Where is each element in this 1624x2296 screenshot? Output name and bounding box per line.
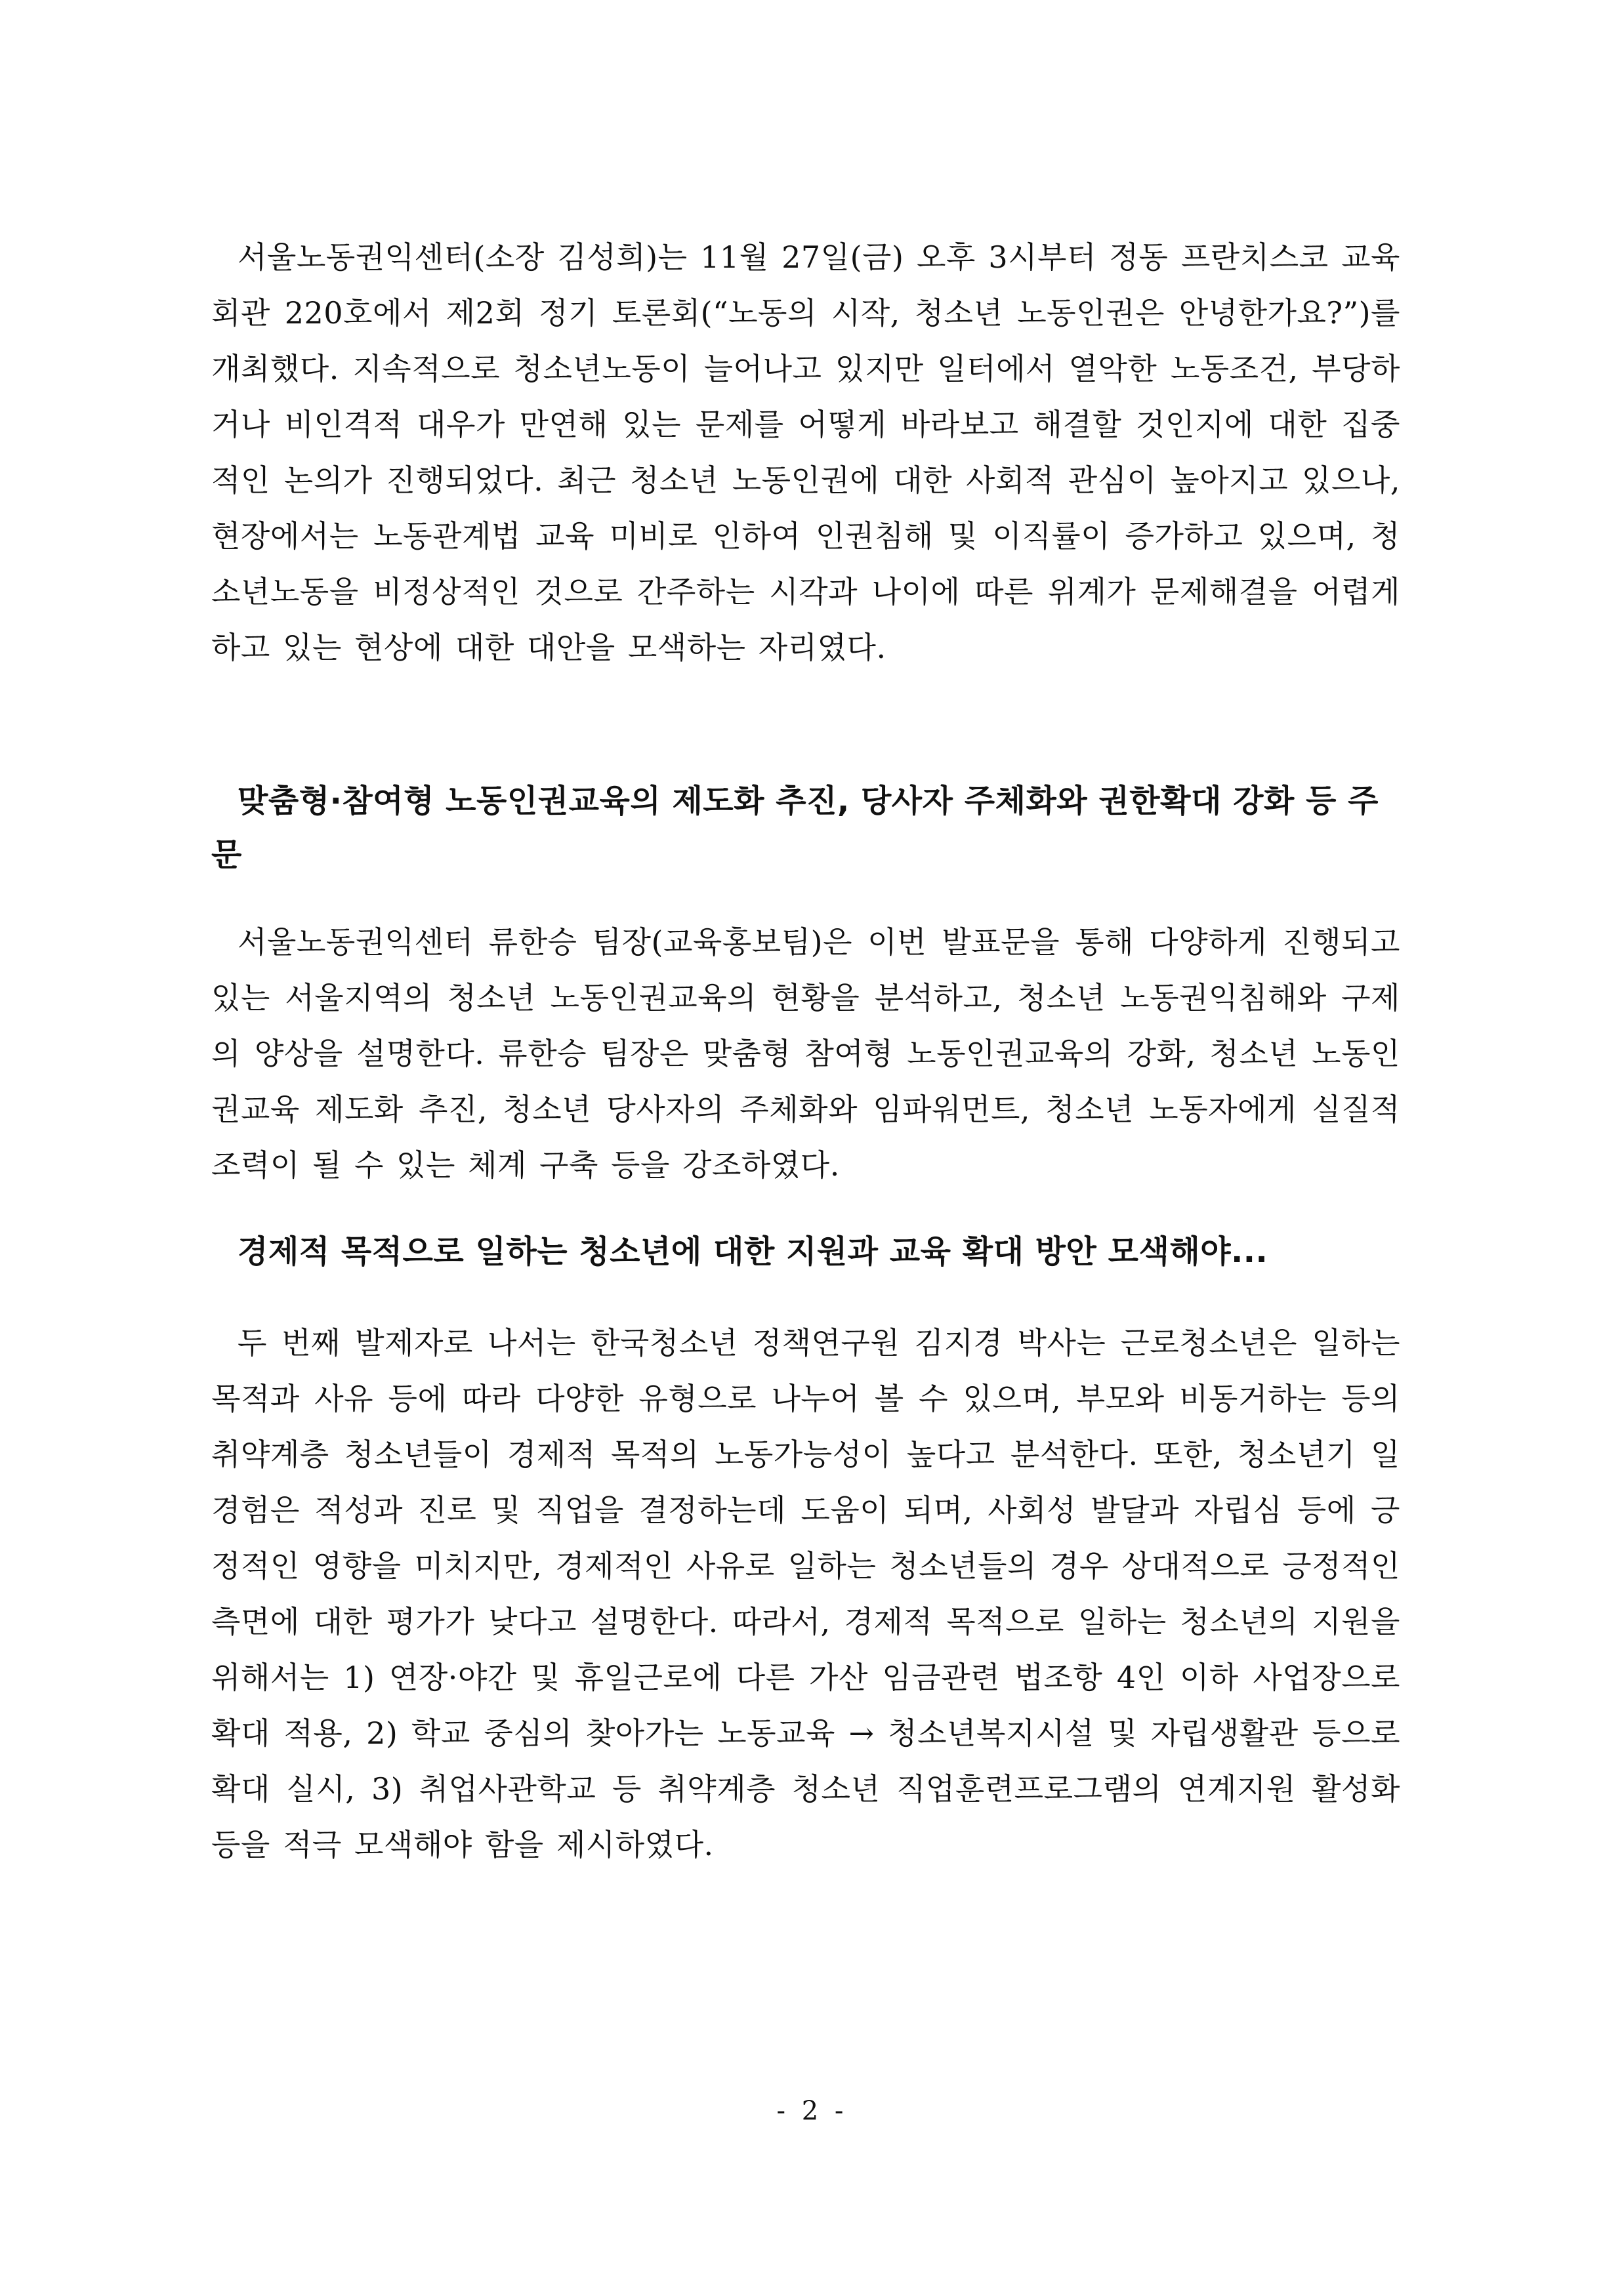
paragraph-section-1: 서울노동권익센터 류한승 팀장(교육홍보팀)은 이번 발표문을 통해 다양하게 진행되고 있는 서울지역의 청소년 노동인권교육의 현황을 분석하고, 청소년 노동권익침해와 구제의 양상을 설명한다. 류한승 팀장은 맞춤형 참여형 노동인권교육의 강화, 청소년 노동인권교육 제도화 추진, 청소년 당사자의 주체화와 임파워먼트, 청소년 노동자에게 실질적 조력이 될 수 있는 체계 구축 등을 강조하였다. (211, 924, 1400, 1183)
paragraph-intro: 서울노동권익센터(소장 김성희)는 11월 27일(금) 오후 3시부터 정동 프란치스코 교육회관 220호에서 제2회 정기 토론회(“노동의 시작, 청소년 노동인권은 안녕한가요?”)를 개최했다. 지속적으로 청소년노동이 늘어나고 있지만 일터에서 열악한 노동조건, 부당하거나 비인격적 대우가 만연해 있는 문제를 어떻게 바라보고 해결할 것인지에 대한 집중적인 논의가 진행되었다. 최근 청소년 노동인권에 대한 사회적 관심이 높아지고 있으나, 현장에서는 노동관계법 교육 미비로 인하여 인권침해 및 이직률이 증가하고 있으며, 청소년노동을 비정상적인 것으로 간주하는 시각과 나이에 따른 위계가 문제해결을 어렵게 하고 있는 현상에 대한 대안을 모색하는 자리였다. (211, 239, 1400, 665)
section-heading-1: 맞춤형·참여형 노동인권교육의 제도화 추진, 당사자 주체화와 권한확대 강화 등 주문 (211, 783, 1379, 873)
document-body (211, 230, 1400, 1873)
paragraph-section-2: 두 번째 발제자로 나서는 한국청소년 정책연구원 김지경 박사는 근로청소년은 일하는 목적과 사유 등에 따라 다양한 유형으로 나누어 볼 수 있으며, 부모와 비동거하는 등의 취약계층 청소년들이 경제적 목적의 노동가능성이 높다고 분석한다. 또한, 청소년기 일 경험은 적성과 진로 및 직업을 결정하는데 도움이 되며, 사회성 발달과 자립심 등에 긍정적인 영향을 미치지만, 경제적인 사유로 일하는 청소년들의 경우 상대적으로 긍정적인 측면에 대한 평가가 낮다고 설명한다. 따라서, 경제적 목적으로 일하는 청소년의 지원을 위해서는 1) 연장·야간 및 휴일근로에 다른 가산 임금관련 법조항 4인 이하 사업장으로 확대 적용, 2) 학교 중심의 찾아가는 노동교육 → 청소년복지시설 및 자립생활관 등으로 확대 실시, 3) 취업사관학교 등 취약계층 청소년 직업훈련프로그램의 연계지원 활성화 등을 적극 모색해야 함을 제시하였다. (211, 1325, 1400, 1862)
section-heading-2: 경제적 목적으로 일하는 청소년에 대한 지원과 교육 확대 방안 모색해야... (238, 1233, 1268, 1270)
page-number: - 2 - (776, 2096, 848, 2126)
